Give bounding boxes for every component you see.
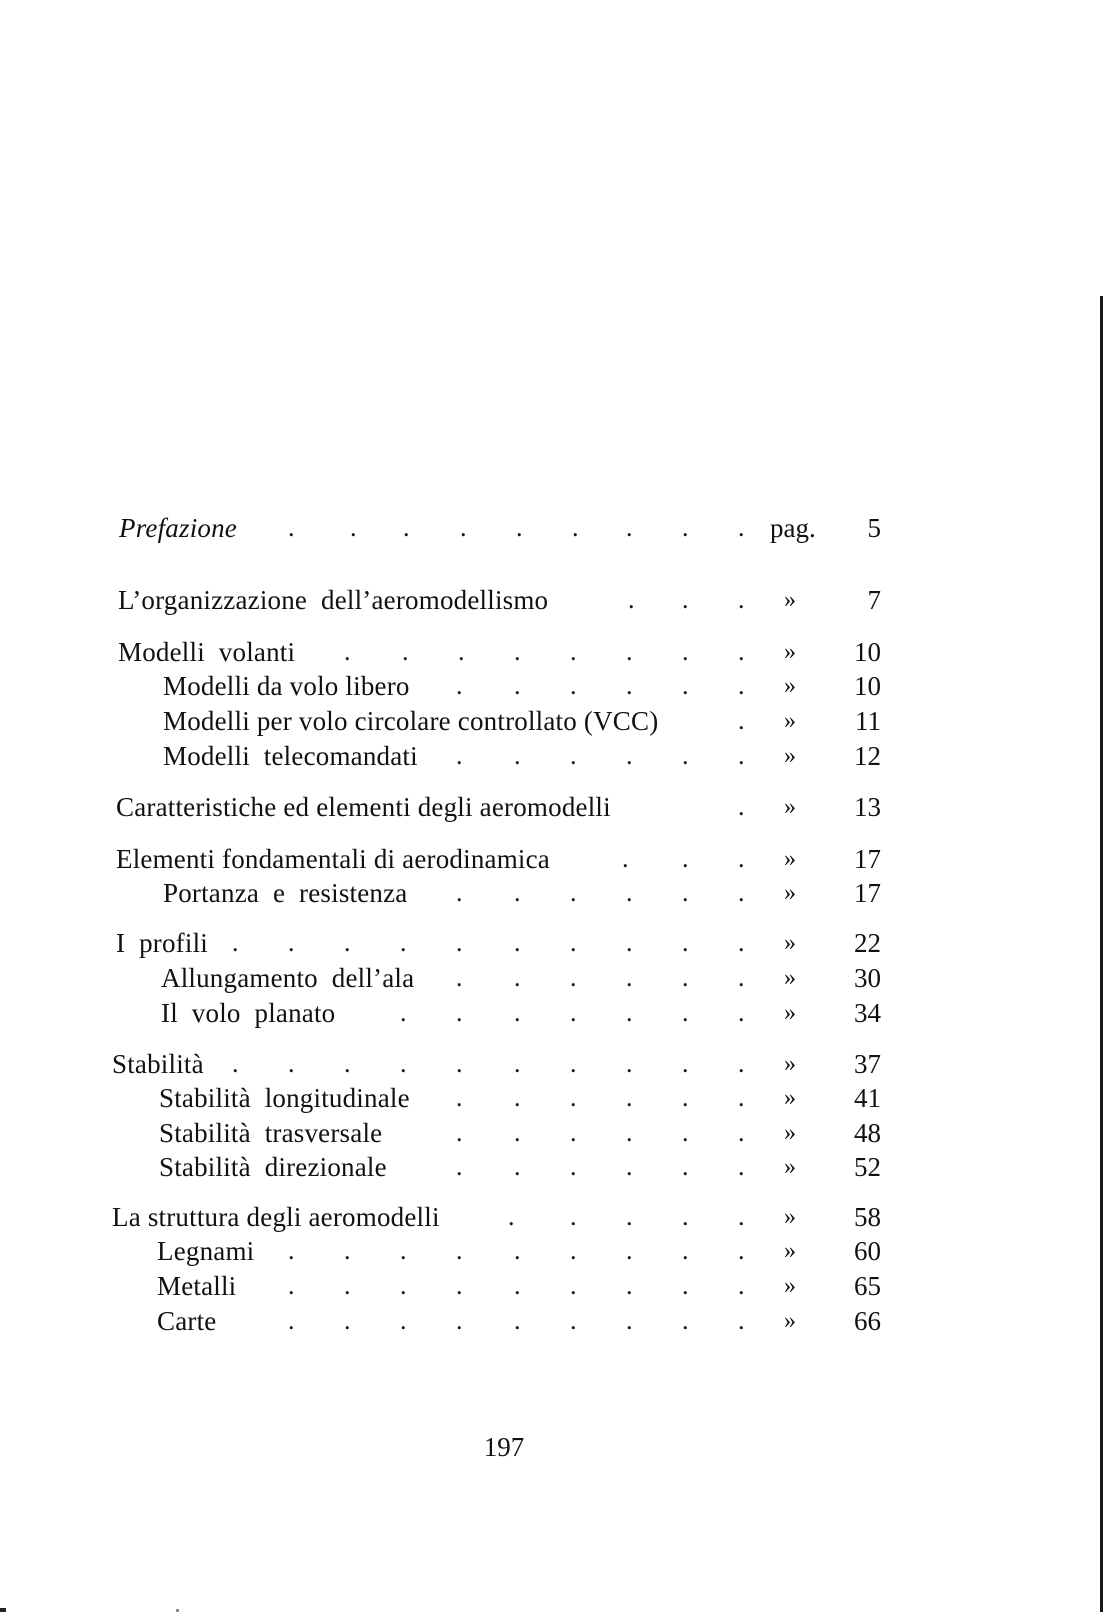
toc-chapter-entry <box>0 1047 881 1081</box>
toc-entry-title: Stabilità <box>112 1049 204 1079</box>
toc-page-number: 30 <box>854 963 881 993</box>
page-number-folio: 197 <box>483 1432 525 1462</box>
ditto-marker: » <box>784 1238 796 1264</box>
dot-leader: . . . . . . . <box>400 998 745 1027</box>
toc-entry-title: Carte <box>157 1306 217 1336</box>
toc-page-number: 10 <box>854 671 881 701</box>
dot-leader: . . . . . . <box>456 963 745 992</box>
ditto-marker: » <box>784 846 796 872</box>
dot-leader: . . . . . . <box>456 1083 745 1112</box>
toc-section-entry <box>0 1304 881 1338</box>
page-edge-line <box>1100 296 1103 1612</box>
toc-entry-title: Caratteristiche ed elementi degli aeromodelli <box>116 792 611 822</box>
toc-entry-title: Prefazione <box>119 513 237 543</box>
toc-entry-title: Metalli <box>157 1271 237 1301</box>
dot-leader: . . . . . . <box>456 671 745 700</box>
toc-entry-title: Il volo planato <box>161 998 336 1028</box>
ditto-marker: » <box>784 1120 796 1146</box>
toc-page-number: 48 <box>854 1118 881 1148</box>
toc-page-number: 17 <box>854 878 881 908</box>
toc-entry-title: Legnami <box>157 1236 255 1266</box>
ditto-marker: » <box>784 743 796 769</box>
toc-entry-title: Allungamento dell’ala <box>161 963 415 993</box>
toc-entry-title: Elementi fondamentali di aerodinamica <box>116 844 550 874</box>
toc-page-number: 12 <box>854 741 881 771</box>
dot-leader: . . . . . . <box>456 741 745 770</box>
toc-entry-title: Stabilità longitudinale <box>159 1083 410 1113</box>
ditto-marker: » <box>784 1051 796 1077</box>
toc-entry-title: Modelli da volo libero <box>163 671 410 701</box>
ditto-marker: » <box>784 1273 796 1299</box>
ditto-marker: » <box>784 1085 796 1111</box>
ditto-marker: » <box>784 965 796 991</box>
toc-chapter-entry <box>0 926 881 960</box>
toc-entry-title: I profili <box>116 928 208 958</box>
dot-leader: . <box>738 706 745 735</box>
toc-section-entry <box>0 739 881 773</box>
dot-leader: . . . . . . . . . . <box>232 1049 745 1078</box>
dot-leader: . . . . . . . . . <box>288 1271 745 1300</box>
dot-leader: . . . . . <box>508 1202 745 1231</box>
ditto-marker: » <box>784 1000 796 1026</box>
ditto-marker: » <box>784 1204 796 1230</box>
toc-page-number: 37 <box>854 1049 881 1079</box>
toc-chapter-entry <box>0 1200 881 1234</box>
toc-page-number: 41 <box>854 1083 881 1113</box>
toc-section-entry <box>0 704 881 738</box>
toc-entry-title: Modelli volanti <box>118 637 296 667</box>
toc-chapter-entry <box>0 635 881 669</box>
toc-section-entry <box>0 961 881 995</box>
toc-chapter-entry <box>0 842 881 876</box>
ditto-marker: » <box>784 673 796 699</box>
toc-entry-title: Modelli per volo circolare controllato (VCC) <box>163 706 659 736</box>
toc-entry-title: La struttura degli aeromodelli <box>112 1202 440 1232</box>
toc-chapter-entry <box>0 511 881 545</box>
toc-page-number: 17 <box>854 844 881 874</box>
toc-chapter-entry <box>0 790 881 824</box>
ditto-marker: » <box>784 639 796 665</box>
toc-section-entry <box>0 1234 881 1268</box>
toc-section-entry <box>0 996 881 1030</box>
dot-leader: . <box>738 792 745 821</box>
dot-leader: . . . . . . . . . . <box>232 928 745 957</box>
toc-section-entry <box>0 1269 881 1303</box>
toc-entry-title: L’organizzazione dell’aeromodellismo <box>118 585 549 615</box>
ditto-marker: » <box>784 708 796 734</box>
toc-section-entry <box>0 876 881 910</box>
toc-page-number: 7 <box>867 585 881 615</box>
toc-section-entry <box>0 669 881 703</box>
toc-page-number: 60 <box>854 1236 881 1266</box>
toc-section-entry <box>0 1116 881 1150</box>
toc-page-number: 52 <box>854 1152 881 1182</box>
scan-mark <box>0 1608 6 1612</box>
toc-page-number: 66 <box>854 1306 881 1336</box>
ditto-marker: » <box>784 1308 796 1334</box>
toc-page-number: 65 <box>854 1271 881 1301</box>
toc-entry-title: Stabilità direzionale <box>159 1152 387 1182</box>
dot-leader: . . . . . . . . . <box>288 1306 745 1335</box>
toc-section-entry <box>0 1150 881 1184</box>
dot-leader: . . . . . . . . . <box>288 513 745 542</box>
dot-leader: . . . <box>622 844 745 873</box>
toc-page-number: 13 <box>854 792 881 822</box>
toc-page-number: 11 <box>855 706 881 736</box>
dot-leader: . . . . . . <box>456 878 745 907</box>
dot-leader: . . . . . . <box>456 1118 745 1147</box>
ditto-marker: » <box>784 930 796 956</box>
ditto-marker: » <box>784 1154 796 1180</box>
page-abbrev-label: pag. <box>770 513 816 543</box>
toc-page-number: 22 <box>854 928 881 958</box>
dot-leader: . . . <box>628 585 745 614</box>
toc-section-entry <box>0 1081 881 1115</box>
toc-page-number: 58 <box>854 1202 881 1232</box>
toc-page-number: 5 <box>867 513 881 543</box>
toc-entry-title: Modelli telecomandati <box>163 741 418 771</box>
toc-page-number: 34 <box>854 998 881 1028</box>
toc-entry-title: Portanza e resistenza <box>163 878 408 908</box>
toc-chapter-entry <box>0 583 881 617</box>
dot-leader: . . . . . . . . <box>344 637 745 666</box>
ditto-marker: » <box>784 794 796 820</box>
toc-page-number: 10 <box>854 637 881 667</box>
dot-leader: . . . . . . . . . <box>288 1236 745 1265</box>
ditto-marker: » <box>784 880 796 906</box>
dot-leader: . . . . . . <box>456 1152 745 1181</box>
toc-entry-title: Stabilità trasversale <box>159 1118 383 1148</box>
ditto-marker: » <box>784 587 796 613</box>
